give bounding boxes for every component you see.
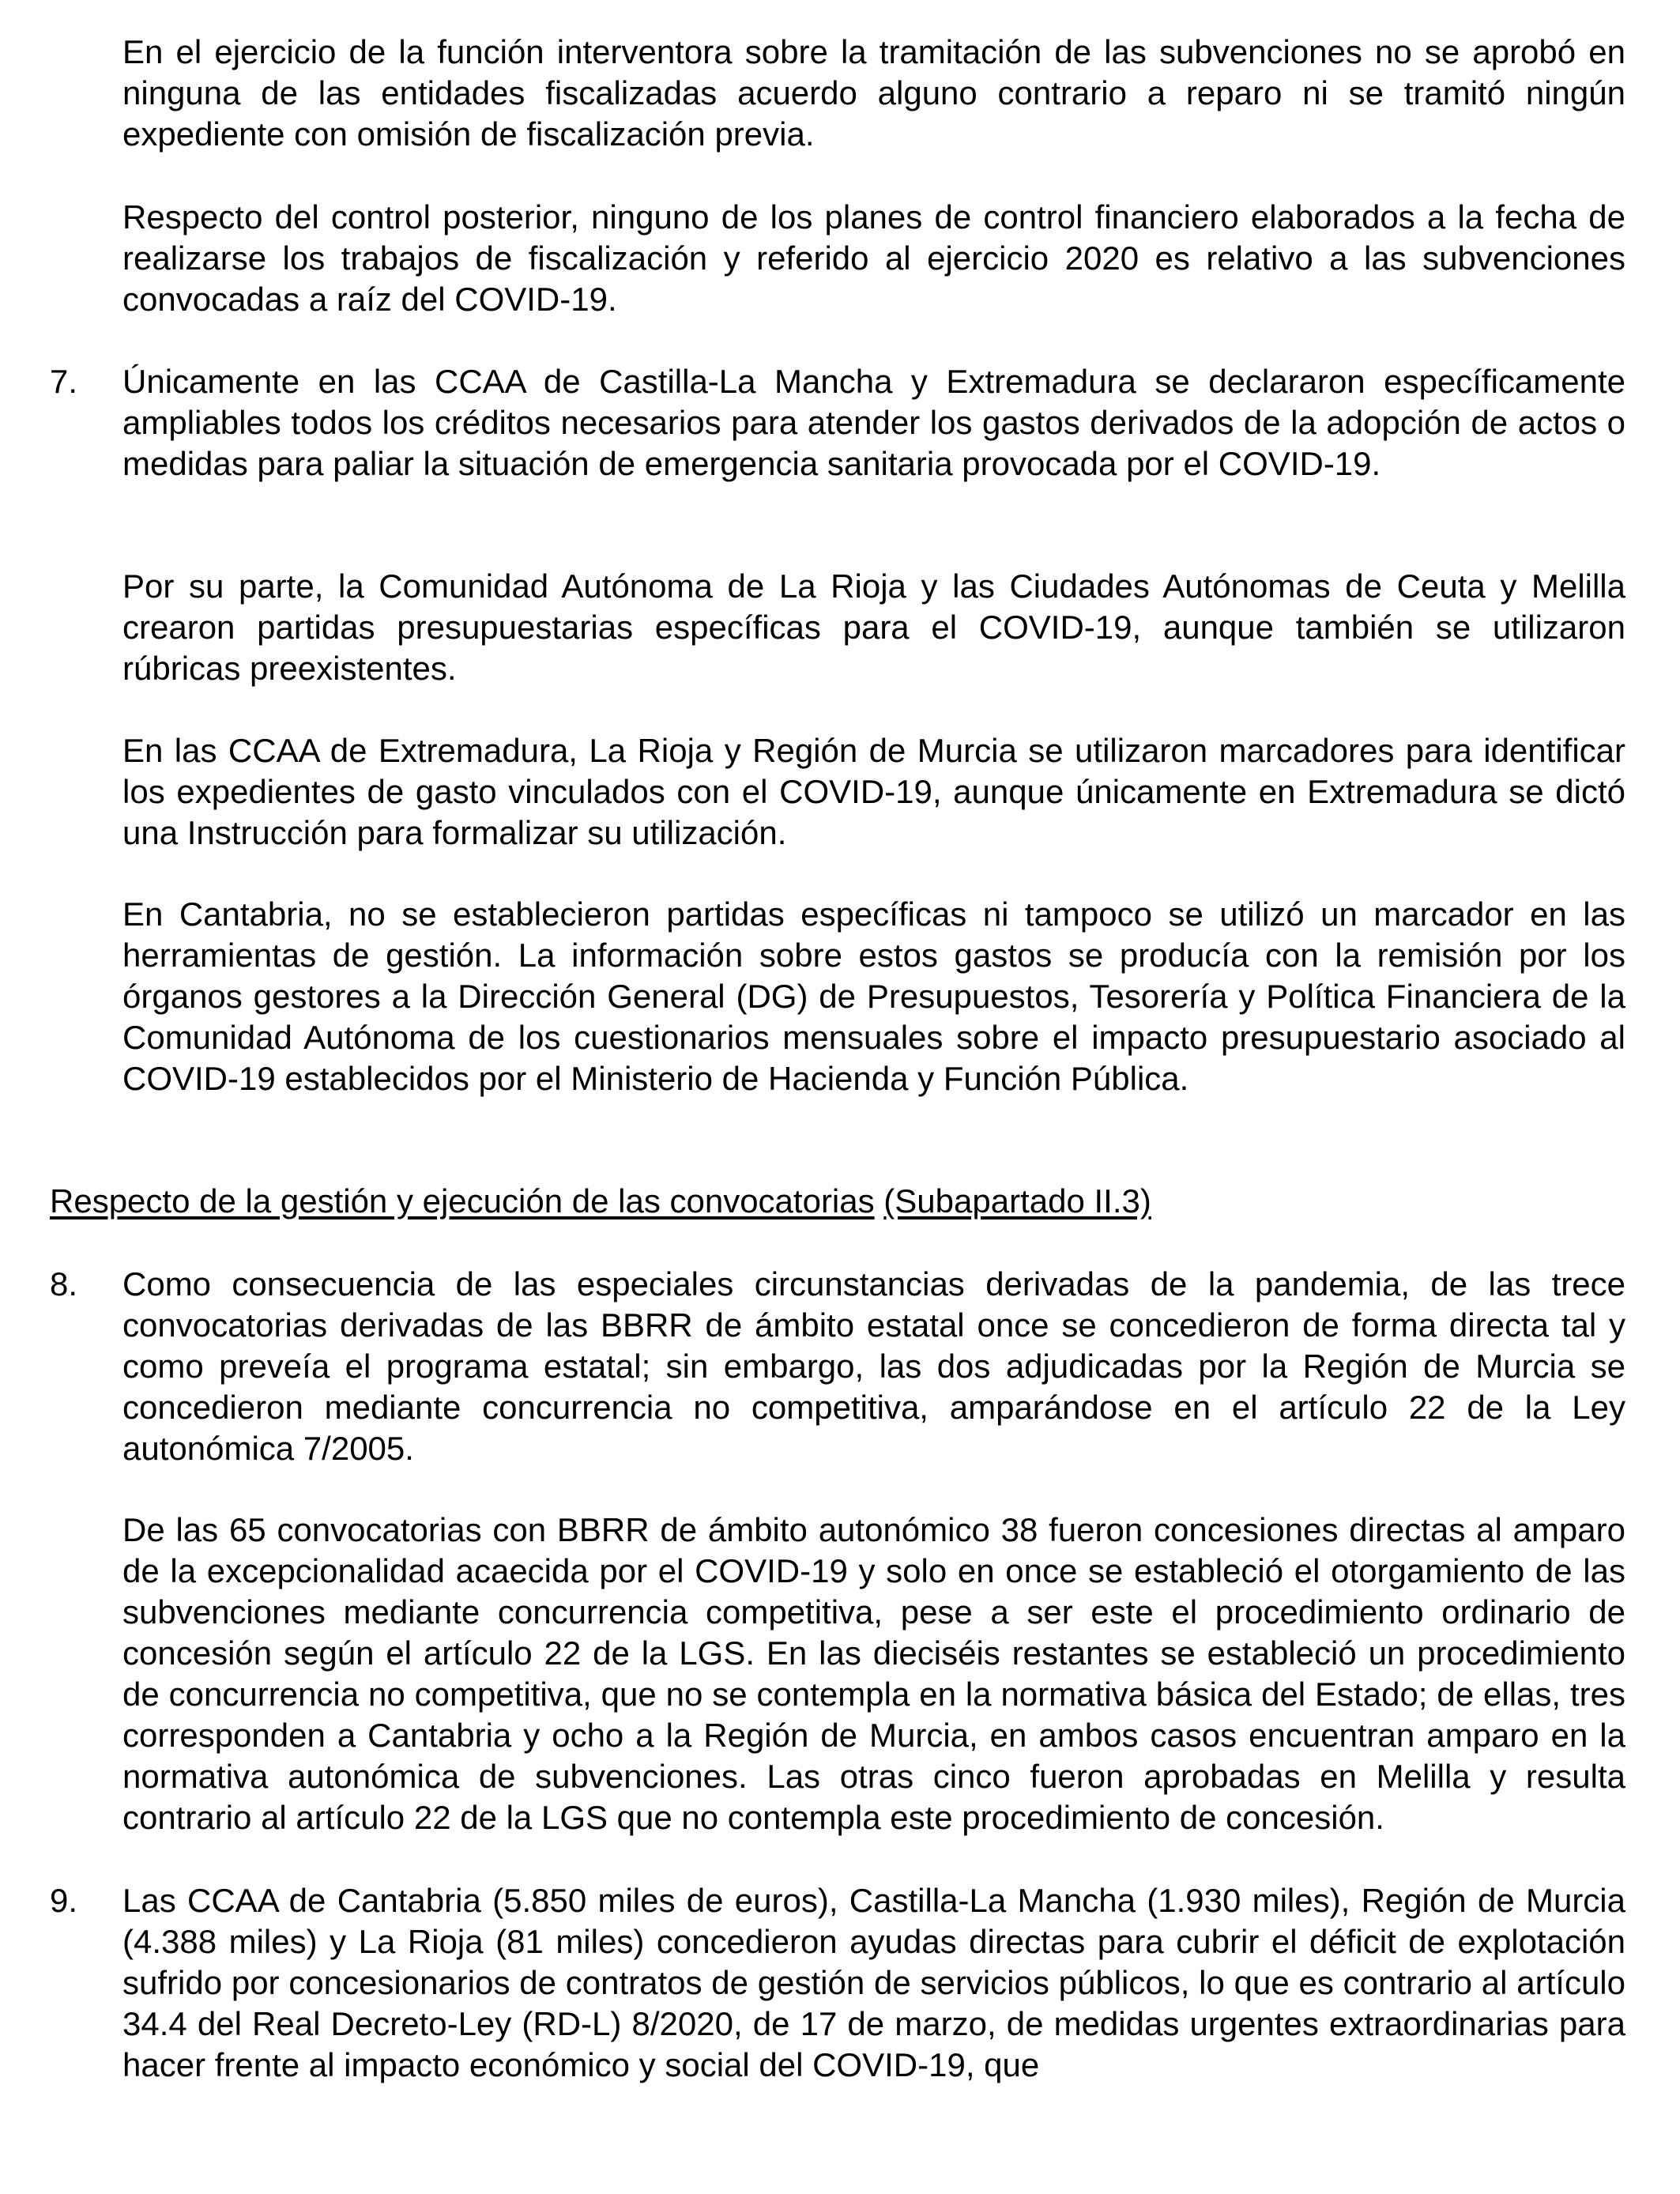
paragraph-concesion-directa: Como consecuencia de las especiales circunstancias derivadas de la pandemia, de las trece convocatorias derivadas de las BBRR de ámbito estatal once se concedieron de forma directa tal y como preveía el programa estatal; sin embargo, las dos adjudicadas por la Región de Murcia se concedieron mediante concurrencia no competitiva, amparándose en el artículo 22 de la Ley autonómica 7/2005. — [122, 1265, 1625, 1467]
section-heading-text: Respecto de la gestión y ejecución de las convocatorias — [50, 1182, 875, 1220]
paragraph-ayudas-directas: Las CCAA de Cantabria (5.850 miles de euros), Castilla-La Mancha (1.930 miles), Región de Murcia (4.388 miles) y La Rioja (81 miles) concedieron ayudas directas para cubrir el déficit de explotación sufrido por concesionarios de contratos de gestión de servicios públicos, lo que es contrario al artículo 34.4 del Real Decreto-Ley (RD-L) 8/2020, de 17 de marzo, de medidas urgentes extraordinarias para hacer frente al impacto económico y social del COVID-19, que — [122, 1882, 1625, 2083]
paragraph-control-posterior: Respecto del control posterior, ninguno de los planes de control financiero elaborados a la fecha de realizarse los trabajos de fiscalización y referido al ejercicio 2020 es relativo a las subvenciones convocadas a raíz del COVID-19. — [122, 198, 1625, 318]
section-heading-reference: (Subapartado II.3) — [883, 1182, 1151, 1220]
paragraph-convocatorias-autonomicas: De las 65 convocatorias con BBRR de ámbito autonómico 38 fueron concesiones directas al amparo de la excepcionalidad acaecida por el COVID-19 y solo en once se estableció el otorgamiento de las subvenciones mediante concurrencia competitiva, pese a ser este el procedimiento ordinario de concesión según el artículo 22 de la LGS. En las dieciséis restantes se estableció un procedimiento de concurrencia no competitiva, que no se contempla en la normativa básica del Estado; de ellas, tres corresponden a Cantabria y ocho a la Región de Murcia, en ambos casos encuentran amparo en la normativa autonómica de subvenciones. Las otras cinco fueron aprobadas en Melilla y resulta contrario al artículo 22 de la LGS que no contempla este procedimiento de concesión. — [122, 1511, 1625, 1836]
paragraph-funcion-interventora: En el ejercicio de la función interventora sobre la tramitación de las subvenciones no se aprobó en ninguna de las entidades fiscalizadas acuerdo alguno contrario a reparo ni se tramitó ningún expediente con omisión de fiscalización previa. — [122, 33, 1625, 153]
paragraph-cantabria: En Cantabria, no se establecieron partidas específicas ni tampoco se utilizó un marcador en las herramientas de gestión. La información sobre estos gastos se producía con la remisión por los órganos gestores a la Dirección General (DG) de Presupuestos, Tesorería y Política Financiera de la Comunidad Autónoma de los cuestionarios mensuales sobre el impacto presupuestario asociado al COVID-19 establecidos por el Ministerio de Hacienda y Función Pública. — [122, 895, 1625, 1097]
paragraph-creditos-ampliables: Únicamente en las CCAA de Castilla-La Mancha y Extremadura se declararon específicamente ampliables todos los créditos necesarios para atender los gastos derivados de la adopción de actos o medidas para paliar la situación de emergencia sanitaria provocada por el COVID-19. — [122, 363, 1625, 482]
item-number-7: 7. — [50, 363, 78, 400]
item-number-8: 8. — [50, 1265, 78, 1302]
section-heading — [50, 1181, 1151, 1222]
paragraph-partidas-especificas: Por su parte, la Comunidad Autónoma de La Rioja y las Ciudades Autónomas de Ceuta y Melilla crearon partidas presupuestarias específicas para el COVID-19, aunque también se utilizaron rúbricas preexistentes. — [122, 567, 1625, 687]
paragraph-marcadores: En las CCAA de Extremadura, La Rioja y Región de Murcia se utilizaron marcadores para identificar los expedientes de gasto vinculados con el COVID-19, aunque únicamente en Extremadura se dictó una Instrucción para formalizar su utilización. — [122, 732, 1625, 851]
item-number-9: 9. — [50, 1882, 78, 1919]
